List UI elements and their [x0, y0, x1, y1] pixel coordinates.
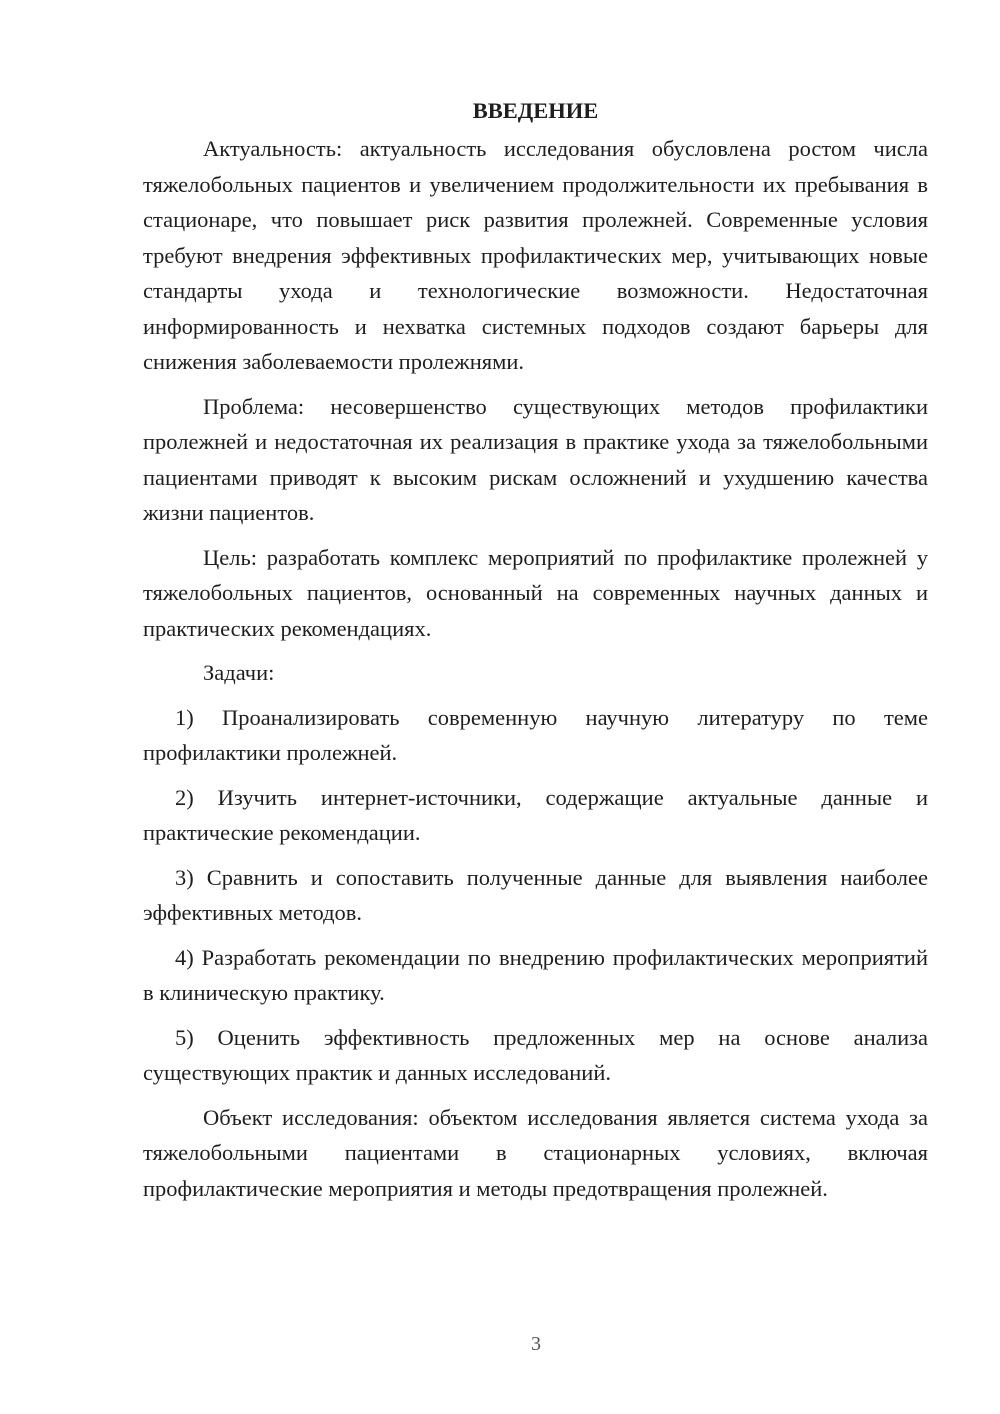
task-item-1: 1) Проанализировать современную научную литературу по теме профилактики пролежней. [143, 704, 928, 765]
task-item-4: 4) Разработать рекомендации по внедрению профилактических мероприятий в клиническую практику. [143, 944, 928, 1005]
object-paragraph: Объект исследования: объектом исследования является система ухода за тяжелобольными пациентами в стационарных условиях, включая профилактические мероприятия и методы предотвращения пролежней. [143, 1104, 928, 1201]
task-item-3: 3) Сравнить и сопоставить полученные данные для выявления наиболее эффективных методов. [143, 864, 928, 925]
document-body [143, 96, 928, 1206]
problem-paragraph: Проблема: несовершенство существующих методов профилактики пролежней и недостаточная их реализация в практике ухода за тяжелобольными пациентами приводят к высоким рискам осложнений и ухудшению качества жизни пациентов. [143, 393, 928, 525]
tasks-heading: Задачи: [203, 660, 275, 685]
section-title: ВВЕДЕНИЕ [472, 98, 599, 123]
task-item-5: 5) Оценить эффективность предложенных мер на основе анализа существующих практик и данных исследований. [143, 1024, 928, 1085]
task-item-2: 2) Изучить интернет-источники, содержащие актуальные данные и практические рекомендации. [143, 784, 928, 845]
goal-paragraph: Цель: разработать комплекс мероприятий по профилактике пролежней у тяжелобольных пациентов, основанный на современных научных данных и практических рекомендациях. [143, 544, 928, 641]
relevance-paragraph: Актуальность: актуальность исследования обусловлена ростом числа тяжелобольных пациентов и увеличением продолжительности их пребывания в стационаре, что повышает риск развития пролежней. Современные условия требуют внедрения эффективных профилактических мер, учитывающих новые стандарты ухода и технологические возможности. Недостаточная информированность и нехватка системных подходов создают барьеры для снижения заболеваемости пролежнями. [143, 136, 928, 374]
page-number: 3 [531, 1333, 541, 1355]
